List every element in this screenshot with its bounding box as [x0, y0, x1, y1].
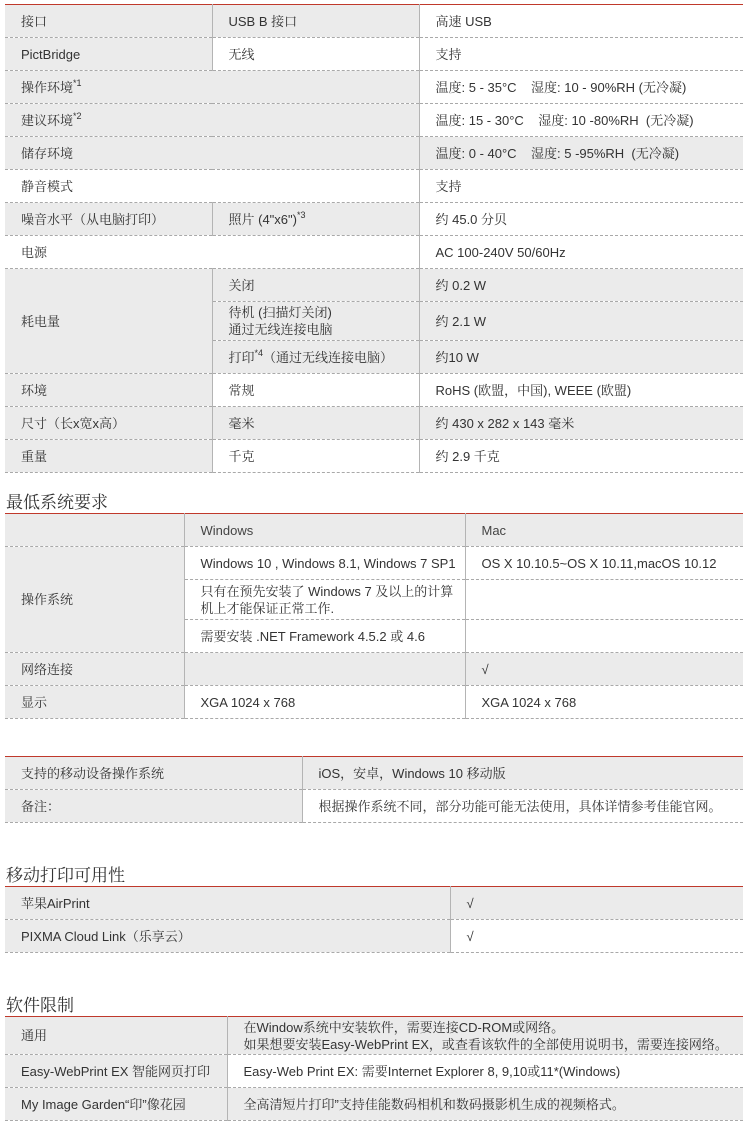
mobile-print-row-airprint: [5, 887, 743, 920]
footnote-mark: *2: [73, 110, 82, 121]
mobile-print-check: √: [450, 887, 743, 920]
spec-value: 约 0.2 W: [419, 269, 743, 302]
spec-sub: 无线: [212, 38, 419, 71]
spec-label: 耗电量: [5, 269, 212, 374]
spec-row-quiet-mode: [5, 170, 743, 203]
os-mac-empty: [465, 620, 743, 653]
section-title-system-req: 最低系统要求: [6, 493, 108, 512]
footnote-mark: *3: [296, 209, 306, 220]
mobile-os-row: [5, 757, 743, 790]
mobile-os-table: [5, 756, 743, 823]
spec-value: 温度: 0 - 40°C 湿度: 5 -95%RH (无冷凝): [419, 137, 743, 170]
spec-sub: 关闭: [212, 269, 419, 302]
spec-value: 约 430 x 282 x 143 毫米: [419, 407, 743, 440]
network-windows: [184, 653, 465, 686]
spec-row-storage-env: [5, 137, 743, 170]
network-mac-check: √: [465, 653, 743, 686]
spec-label: 噪音水平（从电脑打印）: [5, 203, 212, 236]
spec-row-consumption-off: [5, 269, 743, 302]
software-value: 全高清短片打印”支持佳能数码相机和数码摄影机生成的视频格式。: [227, 1088, 743, 1121]
spec-row-weight: [5, 440, 743, 473]
header-mac: Mac: [465, 514, 743, 547]
spec-label: 储存环境: [5, 137, 419, 170]
spec-sub-line: 待机 (扫描灯关闭): [228, 305, 332, 320]
mobile-print-row-cloudlink: [5, 920, 743, 953]
spec-row-dimensions: [5, 407, 743, 440]
spec-sub-line: 通过无线连接电脑: [228, 322, 333, 337]
software-value: [227, 1017, 743, 1055]
display-row: [5, 686, 743, 719]
mobile-print-label: 苹果AirPrint: [5, 887, 450, 920]
spec-sub-text: 打印: [228, 349, 255, 365]
spec-value: 温度: 15 - 30°C 湿度: 10 -80%RH (无冷凝): [419, 104, 743, 137]
network-label: 网络连接: [5, 653, 184, 686]
network-row: [5, 653, 743, 686]
specs-table: [5, 4, 743, 473]
software-label: Easy-WebPrint EX 智能网页打印: [5, 1055, 227, 1088]
spec-value: 支持: [419, 170, 743, 203]
spec-value: 约10 W: [419, 341, 743, 374]
os-windows-framework: 需要安装 .NET Framework 4.5.2 或 4.6: [184, 620, 465, 653]
spec-sub: 千克: [212, 440, 419, 473]
spec-sub: [212, 302, 419, 341]
mobile-note-row: [5, 790, 743, 823]
spec-value: 支持: [419, 38, 743, 71]
software-value-line: 如果想要安装Easy-WebPrint EX，或查看该软件的全部使用说明书，需要连接网络。: [243, 1036, 728, 1052]
spec-sub: USB B 接口: [212, 5, 419, 38]
spec-label: PictBridge: [5, 38, 212, 71]
mobile-print-check: √: [450, 920, 743, 953]
spec-label: 重量: [5, 440, 212, 473]
spec-row-interface: [5, 5, 743, 38]
software-table: [5, 1016, 743, 1121]
os-windows-versions: Windows 10 , Windows 8.1, Windows 7 SP1: [184, 547, 465, 580]
spec-sub-text: 照片 (4"x6"): [228, 211, 297, 227]
spec-sub: 毫米: [212, 407, 419, 440]
spec-label: 静音模式: [5, 170, 419, 203]
mobile-note-value: 根据操作系统不同，部分功能可能无法使用，具体详情参考佳能官网。: [302, 790, 743, 823]
os-row-1: [5, 547, 743, 580]
spec-value: 温度: 5 - 35°C 湿度: 10 - 90%RH (无冷凝): [419, 71, 743, 104]
spec-value: 约 2.1 W: [419, 302, 743, 341]
spec-label: [5, 104, 419, 137]
system-req-table: [5, 513, 743, 719]
spec-label: 接口: [5, 5, 212, 38]
display-windows: XGA 1024 x 768: [184, 686, 465, 719]
spec-row-noise: [5, 203, 743, 236]
software-value-line: 在Window系统中安装软件，需要连接CD-ROM或网络。: [243, 1019, 565, 1035]
display-label: 显示: [5, 686, 184, 719]
software-label: My Image Garden“印”像花园: [5, 1088, 227, 1121]
mobile-note-label: 备注：: [5, 790, 302, 823]
os-mac-empty: [465, 580, 743, 620]
os-windows-note-line: 只有在预先安装了 Windows 7 及以上的计算: [200, 583, 454, 599]
software-row-general: [5, 1017, 743, 1055]
spec-label: 环境: [5, 374, 212, 407]
spec-label: 电源: [5, 236, 419, 269]
software-value: Easy-Web Print EX: 需要Internet Explorer 8, 9,10或11*(Windows): [227, 1055, 743, 1088]
system-req-header-row: [5, 514, 743, 547]
mobile-print-table: [5, 886, 743, 953]
section-title-software: 软件限制: [6, 996, 74, 1015]
software-row-myimagegarden: [5, 1088, 743, 1121]
os-windows-note-line: 机上才能保证正常工作.: [200, 600, 335, 616]
spec-label: [5, 71, 419, 104]
spec-value: AC 100-240V 50/60Hz: [419, 236, 743, 269]
header-blank: [5, 514, 184, 547]
spec-value: RoHS (欧盟，中国), WEEE (欧盟): [419, 374, 743, 407]
header-windows: Windows: [184, 514, 465, 547]
mobile-os-value: iOS，安卓，Windows 10 移动版: [302, 757, 743, 790]
footnote-mark: *4: [254, 347, 264, 358]
spec-value: 高速 USB: [419, 5, 743, 38]
spec-label-text: 操作环境: [21, 79, 74, 95]
spec-sub: [212, 341, 419, 374]
spec-row-power: [5, 236, 743, 269]
spec-row-environment: [5, 374, 743, 407]
footnote-mark: *1: [73, 77, 82, 88]
spec-row-operating-env: [5, 71, 743, 104]
mobile-print-label: PIXMA Cloud Link（乐享云）: [5, 920, 450, 953]
os-label: 操作系统: [5, 547, 184, 653]
section-title-mobile-print: 移动打印可用性: [6, 866, 125, 885]
os-mac-versions: OS X 10.10.5~OS X 10.11,macOS 10.12: [465, 547, 743, 580]
spec-row-recommended-env: [5, 104, 743, 137]
spec-sub: [212, 203, 419, 236]
mobile-os-label: 支持的移动设备操作系统: [5, 757, 302, 790]
spec-sub-text: （通过无线连接电脑）: [263, 349, 394, 365]
spec-value: 约 45.0 分贝: [419, 203, 743, 236]
spec-label-text: 建议环境: [21, 112, 74, 128]
software-label: 通用: [5, 1017, 227, 1055]
spec-label: 尺寸（长x宽x高）: [5, 407, 212, 440]
spec-row-pictbridge: [5, 38, 743, 71]
os-windows-note: [184, 580, 465, 620]
spec-value: 约 2.9 千克: [419, 440, 743, 473]
spec-sub: 常规: [212, 374, 419, 407]
software-row-easywebprint: [5, 1055, 743, 1088]
display-mac: XGA 1024 x 768: [465, 686, 743, 719]
